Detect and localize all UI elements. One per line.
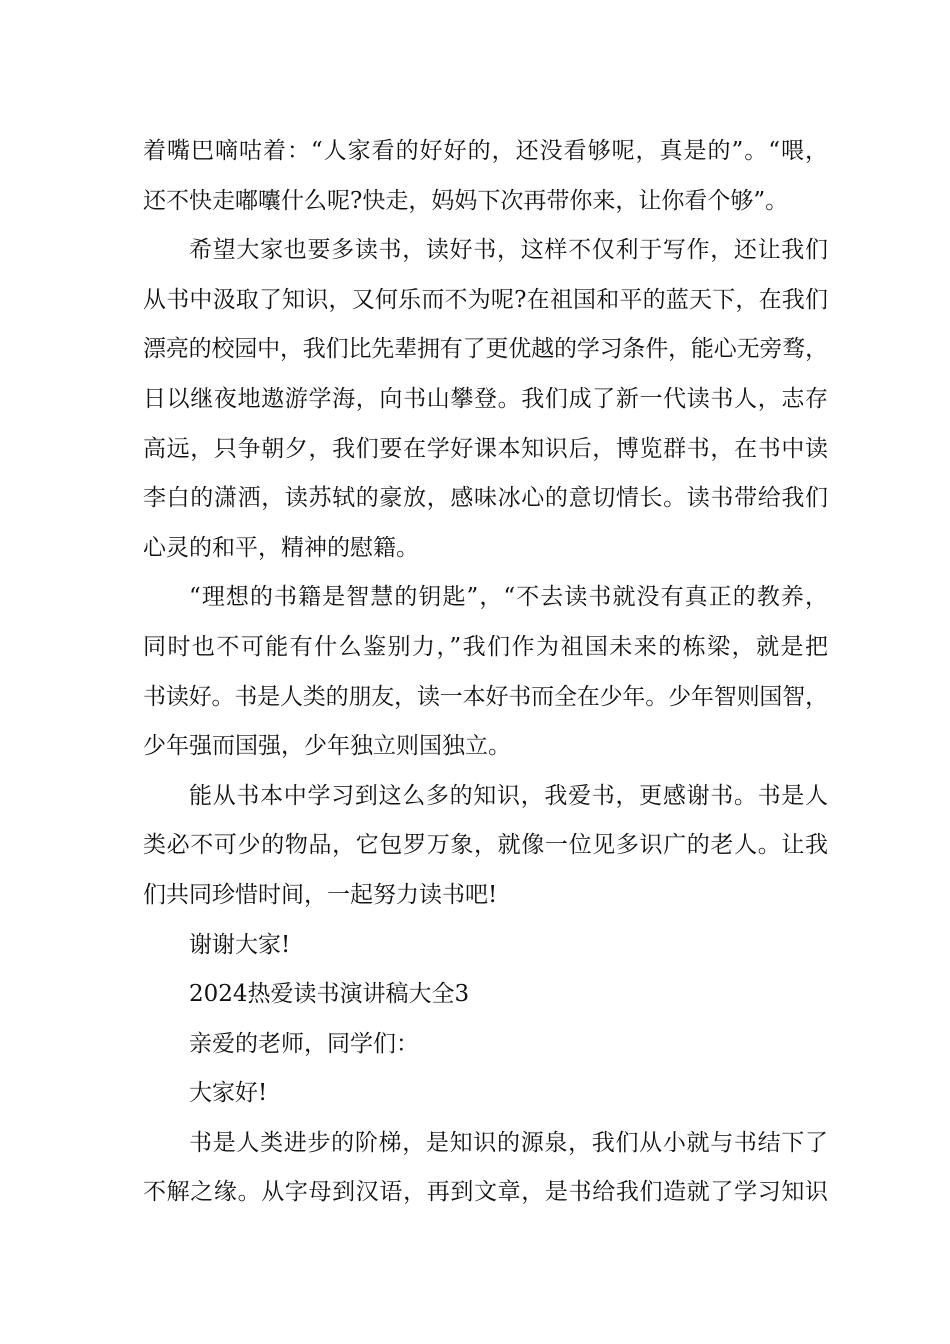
- text-line: 希望大家也要多读书，读好书，这样不仅利于写作，还让我们: [189, 237, 828, 264]
- paragraph-2: [143, 226, 828, 573]
- text-line: “理想的书籍是智慧的钥匙”，“不去读书就没有真正的教养，: [189, 584, 828, 611]
- text-line: 谢谢大家!: [189, 931, 291, 958]
- section-heading: [143, 970, 828, 1020]
- text-line: 大家好!: [189, 1080, 268, 1107]
- text-line: 从书中汲取了知识，又何乐而不为呢?在祖国和平的蓝天下，在我们: [143, 286, 828, 313]
- text-line: 亲爱的老师，同学们：: [189, 1030, 419, 1057]
- text-line: 不解之缘。从字母到汉语，再到文章，是书给我们造就了学习知识: [143, 1179, 828, 1206]
- text-line: 心灵的和平，精神的慰籍。: [143, 534, 419, 561]
- text-line: 还不快走嘟囔什么呢?快走，妈妈下次再带你来，让你看个够”。: [143, 187, 789, 214]
- text-line: 着嘴巴嘀咕着：“人家看的好好的，还没看够呢，真是的”。“喂，: [143, 138, 828, 164]
- paragraph-7: [143, 1020, 828, 1070]
- text-line: 同时也不可能有什么鉴别力，”我们作为祖国未来的栋梁，就是把: [143, 633, 828, 660]
- text-line: 类必不可少的物品，它包罗万象，就像一位见多识广的老人。让我: [143, 832, 828, 859]
- paragraph-4: [143, 772, 828, 921]
- text-line: 高远，只争朝夕，我们要在学好课本知识后，博览群书，在书中读: [143, 435, 828, 462]
- text-line: 能从书本中学习到这么多的知识，我爱书，更感谢书。书是人: [189, 782, 828, 809]
- text-line: 们共同珍惜时间，一起努力读书吧!: [143, 881, 498, 908]
- paragraph-1: [143, 127, 828, 226]
- text-line: 2024热爱读书演讲稿大全3: [189, 981, 470, 1008]
- text-line: 书是人类进步的阶梯，是知识的源泉，我们从小就与书结下了: [189, 1129, 828, 1156]
- paragraph-8: [143, 1069, 828, 1119]
- paragraph-9: [143, 1119, 828, 1218]
- text-line: 日以继夜地遨游学海，向书山攀登。我们成了新一代读书人，志存: [143, 385, 828, 412]
- text-line: 书读好。书是人类的朋友，读一本好书而全在少年。少年智则国智，: [143, 683, 828, 710]
- paragraph-3: [143, 573, 828, 771]
- text-line: 漂亮的校园中，我们比先辈拥有了更优越的学习条件，能心无旁骛，: [143, 336, 828, 363]
- text-line: 少年强而国强，少年独立则国独立。: [143, 733, 511, 760]
- paragraph-5: [143, 921, 828, 971]
- text-line: 李白的潇洒，读苏轼的豪放，感味冰心的意切情长。读书带给我们: [143, 485, 828, 512]
- document-body: [143, 127, 828, 1218]
